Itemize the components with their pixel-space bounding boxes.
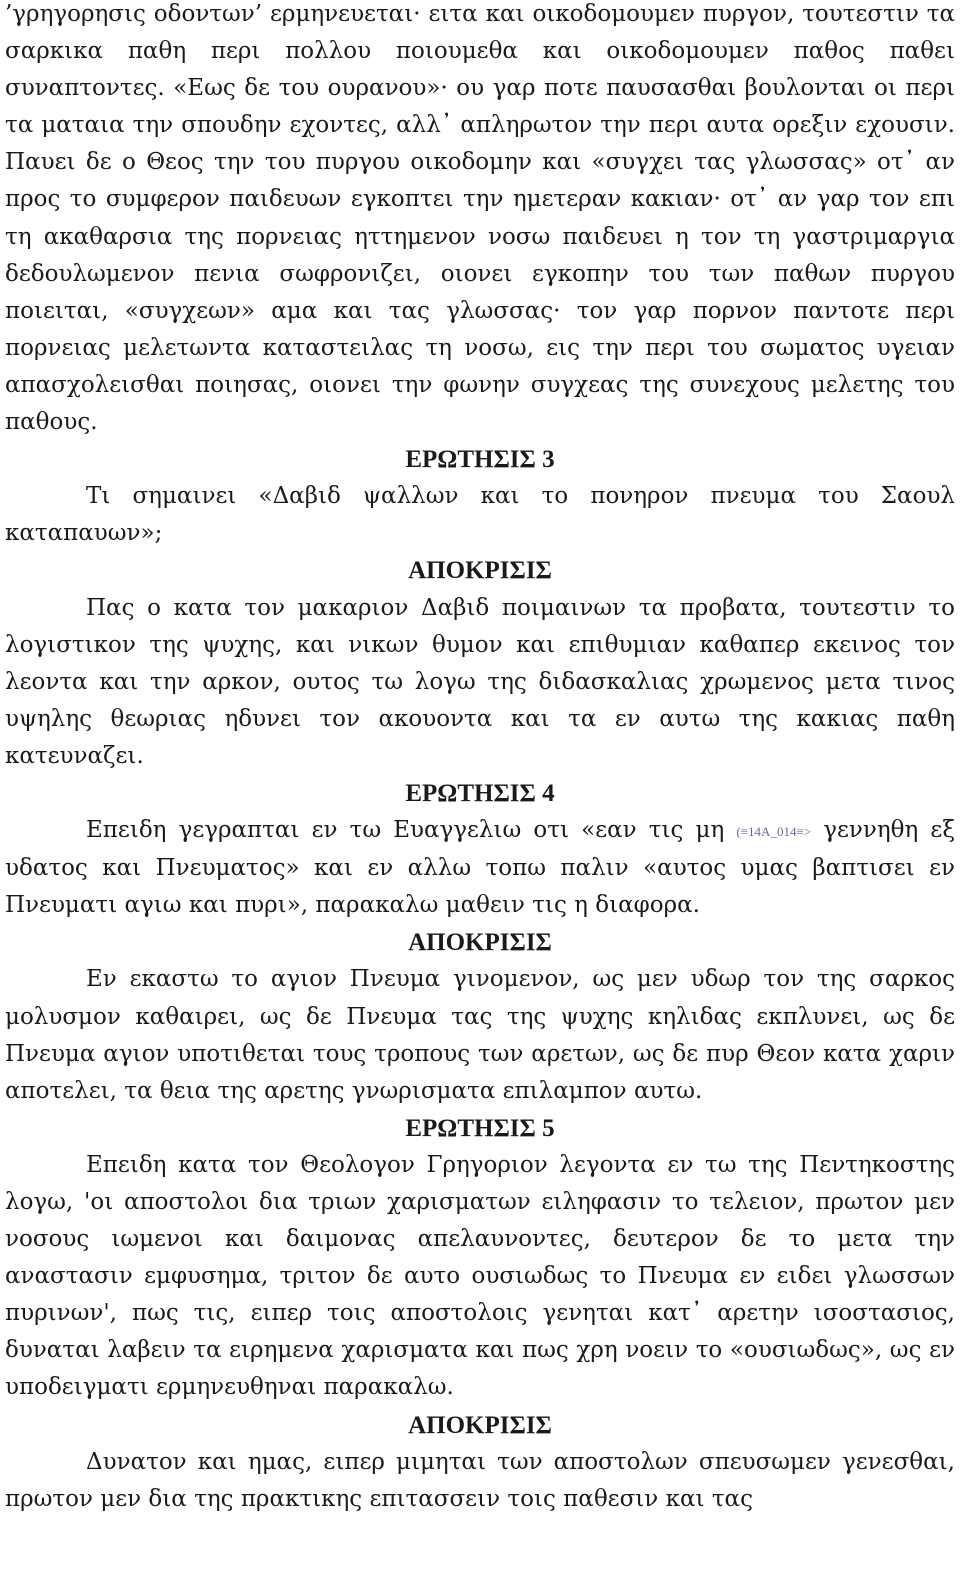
- question-heading-5: ΕΡΩΤΗΣΙΣ 5: [405, 1114, 555, 1142]
- answer-text-5: Δυνατον και ημας, ειπερ μιμηται των αποστολων σπευσωμεν γενεσθαι, πρωτον μεν δια της πρακτικης επιτασσειν τοις παθεσιν και τας: [5, 1448, 955, 1512]
- answer-heading-4: ΑΠΟΚΡΙΣΙΣ: [408, 929, 552, 957]
- question-text-4: [5, 812, 955, 924]
- question-heading-4: ΕΡΩΤΗΣΙΣ 4: [405, 779, 555, 807]
- answer-text-3: Πας ο κατα τον μακαριον Δαβιδ ποιμαινων τα προβατα, τουτεστιν το λογιστικον της ψυχης, και νικων θυμον και επιθυμιαν καθαπερ εκεινος τον λεοντα και την αρκον, ουτος τω λογω της διδασκαλιας χρωμενος μετα τινος υψηλης θεωριας ηδυνει τον ακουοντα και τα εν αυτω της κακιας παθη κατευναζει.: [5, 594, 955, 769]
- paragraph-continuation: ’γρηγορησις οδοντων’ ερμηνευεται· ειτα και οικοδομουμεν πυργον, τουτεστιν τα σαρκικα παθη περι πολλου ποιουμεθα και οικοδομουμεν παθος παθει συναπτοντες. «Εως δε του ουρανου»· ου γαρ ποτε παυσασθαι βουλονται οι περι τα ματαια την σπουδην εχοντες, αλλ᾽ απληρωτον την περι αυτα ορεξιν εχουσιν. Παυει δε ο Θεος την του πυργου οικοδομην και «συγχει τας γλωσσας» οτ᾽ αν προς το συμφερον παιδευων εγκοπτει την ημετεραν κακιαν· οτ᾽ αν γαρ τον επι τη ακαθαρσια της πορνειας ηττημενον νοσω παιδευει η τον τη γαστριμαργια δεδουλωμενον πενια σωφρονιζει, οιονει εγκοπην του των παθων πυργου ποιειται, «συγχεων» αμα και τας γλωσσας· τον γαρ πορνον παντοτε περι πορνειας μελετωντα καταστειλας τη νοσω, εις την περι του σωματος υγειαν απασχολεισθαι ποιησας, οιονει την φωνην συγχεας της συνεχους μελετης του παθους.: [5, 1, 955, 436]
- question-text-4-end: γεννηθη εξ υδατος και Πνευματος» και εν αλλω τοπω παλιν «αυτος υμας βαπτισει εν Πνευματι αγιω και πυρι», παρακαλω μαθειν τις η διαφορα.: [5, 817, 955, 919]
- page-marker: (≡14A_014≡>: [736, 824, 812, 840]
- document-page: [5, 0, 955, 1518]
- answer-text-4: Εν εκαστω το αγιον Πνευμα γινομενον, ως μεν υδωρ τον της σαρκος μολυσμον καθαιρει, ως δε Πνευμα τας της ψυχης κηλιδας εκπλυνει, ως δε Πνευμα αγιον υποτιθεται τους τροπους των αρετων, ως δε πυρ Θεον κατα χαριν αποτελει, τα θεια της αρετης γνωρισματα επιλαμπον αυτω.: [5, 966, 955, 1104]
- answer-heading-5: ΑΠΟΚΡΙΣΙΣ: [408, 1411, 552, 1439]
- answer-heading-3: ΑΠΟΚΡΙΣΙΣ: [408, 557, 552, 585]
- question-heading-3: ΕΡΩΤΗΣΙΣ 3: [405, 446, 555, 474]
- question-text-4-start: Επειδη γεγραπται εν τω Ευαγγελιω οτι «εαν τις μη: [86, 817, 737, 844]
- question-text-5: Επειδη κατα τον Θεολογον Γρηγοριον λεγοντα εν τω της Πεντηκοστης λογω, 'οι αποστολοι δια τριων χαρισματων ειληφασιν το τελειον, πρωτον μεν νοσους ιωμενοι και δαιμονας απελαυνοντες, δευτερον δε το μετα την αναστασιν εμφυσημα, τριτον δε αυτο ουσιωδως το Πνευμα εν ειδει γλωσσων πυρινων', πως τις, ειπερ τοις αποστολοις γενηται κατ᾽ αρετην ισοστασιος, δυναται λαβειν τα ειρημενα χαρισματα και πως χρη νοειν το «ουσιωδως», ως εν υποδειγματι ερμηνευθηναι παρακαλω.: [5, 1151, 955, 1401]
- question-text-3: Τι σημαινει «Δαβιδ ψαλλων και το πονηρον πνευμα του Σαουλ καταπαυων»;: [5, 483, 955, 547]
